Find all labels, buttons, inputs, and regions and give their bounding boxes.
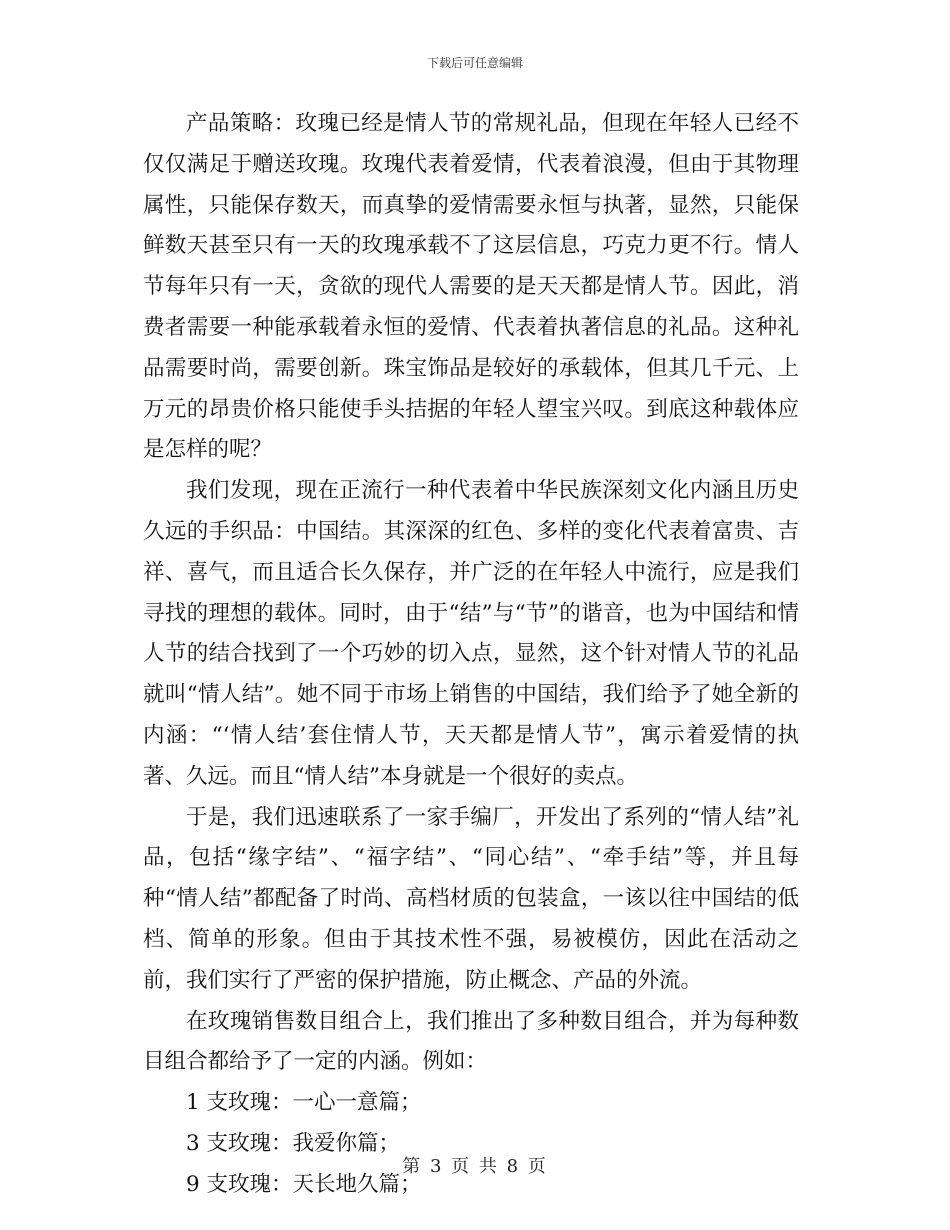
- list-item: 9 支玫瑰：天长地久篇；: [186, 1171, 422, 1197]
- paragraph-product-strategy: 产品策略：玫瑰已经是情人节的常规礼品，但现在年轻人已经不仅仅满足于赠送玫瑰。玫瑰代表着爱情，代表着浪漫，但由于其物理属性，只能保存数天，而真挚的爱情需要永恒与执著，显然，只能保鲜数天甚至只有一天的玫瑰承载不了这层信息，巧克力更不行。情人节每年只有一天，贪欲的现代人需要的是天天都是情人节。因此，消费者需要一种能承载着永恒的爱情、代表着执著信息的礼品。这种礼品需要时尚，需要创新。珠宝饰品是较好的承载体，但其几千元、上万元的昂贵价格只能使手头拮据的年轻人望宝兴叹。到底这种载体应是怎样的呢？: [143, 111, 799, 463]
- page-header: 下载后可任意编辑: [426, 56, 523, 70]
- paragraph-product-development: 于是，我们迅速联系了一家手编厂，开发出了系列的“情人结”礼品，包括“缘字结”、“福字结”、“同心结”、“牵手结”等，并且每种“情人结”都配备了时尚、高档材质的包装盒，一该以往中国结的低档、简单的形象。但由于其技术性不强，易被模仿，因此在活动之前，我们实行了严密的保护措施，防止概念、产品的外流。: [143, 804, 799, 993]
- paragraph-rose-combinations: 在玫瑰销售数目组合上，我们推出了多种数目组合，并为每种数目组合都给予了一定的内涵。例如：: [143, 1008, 799, 1075]
- list-item: 1 支玫瑰：一心一意篇；: [186, 1090, 422, 1116]
- page-number-footer: 第 3 页 共 8 页: [402, 1156, 548, 1177]
- list-item: 3 支玫瑰：我爱你篇；: [186, 1130, 401, 1156]
- paragraph-chinese-knot: 我们发现，现在正流行一种代表着中华民族深刻文化内涵且历史久远的手织品：中国结。其深深的红色、多样的变化代表着富贵、吉祥、喜气，而且适合长久保存，并广泛的在年轻人中流行，应是我们寻找的理想的载体。同时，由于“结”与“节”的谐音，也为中国结和情人节的结合找到了一个巧妙的切入点，显然，这个针对情人节的礼品就叫“情人结”。她不同于市场上销售的中国结，我们给予了她全新的内涵：“‘情人结’套住情人节，天天都是情人节”，寓示着爱情的执著、久远。而且“情人结”本身就是一个很好的卖点。: [143, 478, 799, 789]
- document-body: [143, 104, 799, 1206]
